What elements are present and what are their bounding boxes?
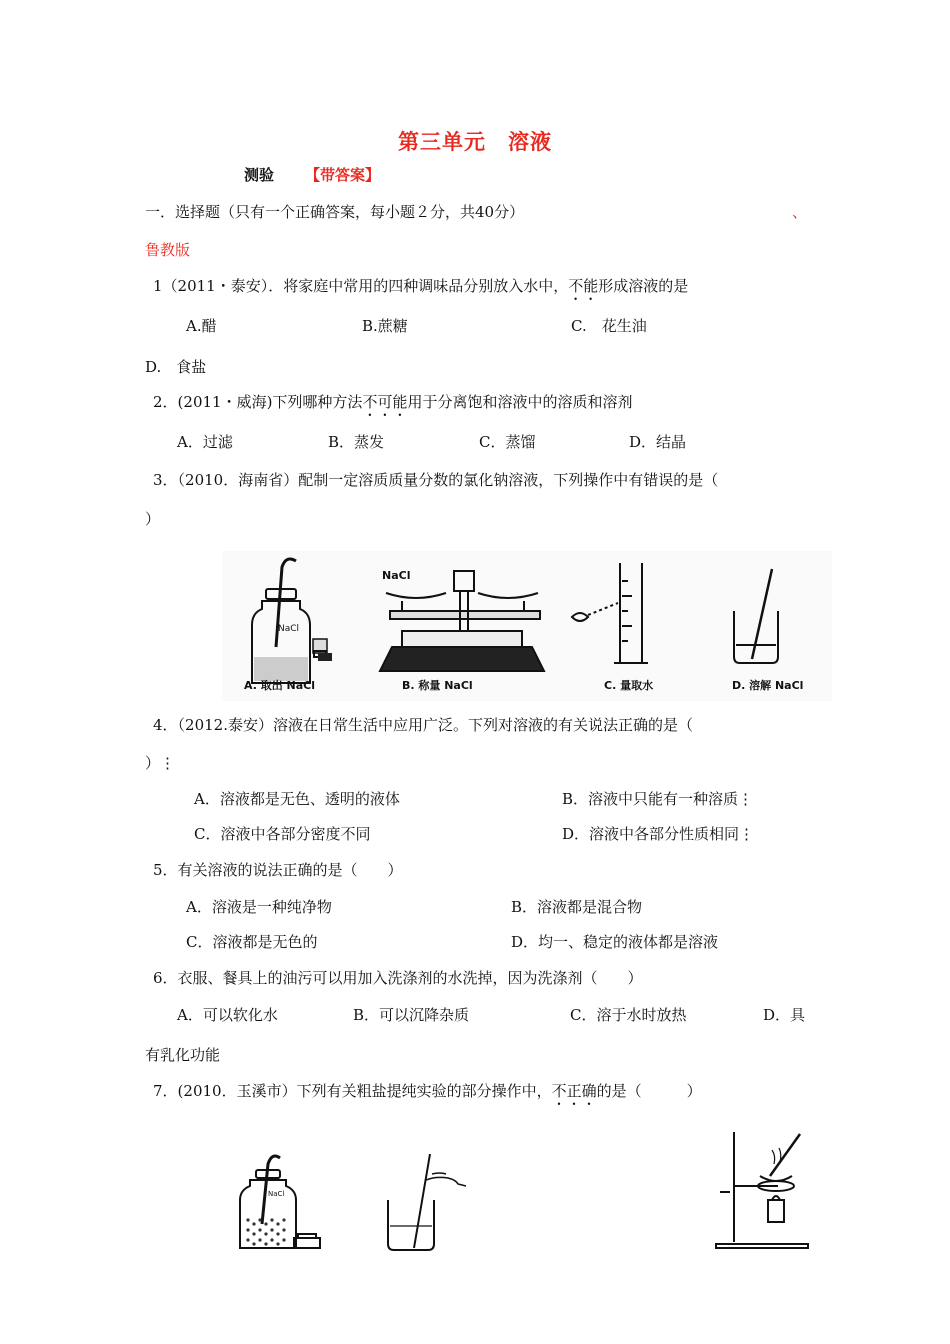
- question-7-stem-b: 的是（ ）: [596, 1082, 702, 1100]
- question-7-stem-a: 7．(2010．玉溪市）下列有关粗盐提纯实验的部分操作中，: [153, 1082, 552, 1100]
- question-1-stem-a: 1（2011・泰安）．将家庭中常用的四种调味品分别放入水中，: [153, 277, 569, 295]
- question-2-stem: [153, 391, 632, 420]
- question-3-stem-close: ）: [145, 510, 161, 528]
- page-title: 第三单元 溶液: [398, 129, 552, 154]
- q4-option-c: C．溶液中各部分密度不同: [194, 825, 371, 843]
- figure-caption-c: C. 量取水: [604, 679, 654, 692]
- q7-beaker-figure: [380, 1150, 470, 1254]
- q6-option-b: B．可以沉降杂质: [353, 1006, 470, 1024]
- salt-label: NaCl: [382, 569, 411, 582]
- q1-option-d: D. 食盐: [145, 358, 207, 376]
- question-7-stem: [153, 1080, 702, 1109]
- question-2-stem-a: 2．(2011・威海)下列哪种方法: [153, 393, 363, 411]
- question-1-stem: [153, 275, 688, 304]
- question-1-stem-b: 形成溶液的是: [598, 277, 689, 295]
- jar-label: NaCl: [278, 624, 300, 634]
- question-1-emphasis: 不能: [568, 277, 599, 295]
- question-4-stem: 4．（2012.泰安）溶液在日常生活中应用广泛。下列对溶液的有关说法正确的是（: [153, 716, 693, 734]
- edition-label: 鲁教版: [145, 241, 191, 259]
- q6-option-c: C．溶于水时放热: [570, 1006, 687, 1024]
- question-4-stem-close: ）⋮: [145, 754, 176, 772]
- q2-option-c: C．蒸馏: [479, 433, 536, 451]
- q6-option-a: A．可以软化水: [177, 1006, 278, 1024]
- q4-option-b: B．溶液中只能有一种溶质⋮: [562, 790, 754, 808]
- q2-option-b: B．蒸发: [328, 433, 385, 451]
- q7-evaporation-figure: [712, 1128, 812, 1252]
- question-7-emphasis: 不正确: [551, 1082, 597, 1100]
- q2-option-a: A．过滤: [177, 433, 233, 451]
- figure-caption-a: A. 取出 NaCl: [244, 679, 316, 692]
- q4-option-a: A．溶液都是无色、透明的液体: [194, 790, 400, 808]
- q5-option-c: C．溶液都是无色的: [186, 933, 318, 951]
- question-3-figure: [222, 551, 832, 701]
- section-heading: 一．选择题（只有一个正确答案，每小题２分，共40分）: [145, 203, 525, 221]
- q7-jar-figure: [238, 1150, 338, 1254]
- q2-option-d: D．结晶: [629, 433, 687, 451]
- q1-option-c: C. 花生油: [571, 317, 647, 335]
- q1-option-a: A.醋: [186, 317, 217, 335]
- subtitle-test: 测验: [244, 166, 275, 184]
- q5-option-a: A．溶液是一种纯净物: [186, 898, 332, 916]
- question-2-emphasis: 不可能: [362, 393, 408, 411]
- q6-option-d-continued: 有乳化功能: [145, 1046, 221, 1064]
- question-3-stem: 3．（2010．海南省）配制一定溶质质量分数的氯化钠溶液，下列操作中有错误的是（: [153, 471, 719, 489]
- answer-tag: 【带答案】: [305, 166, 381, 184]
- q4-option-d: D．溶液中各部分性质相同⋮: [562, 825, 755, 843]
- question-6-stem: 6．衣服、餐具上的油污可以用加入洗涤剂的水洗掉，因为洗涤剂（ ）: [153, 969, 643, 987]
- q6-option-d: D．具: [763, 1006, 806, 1024]
- q7-jar-label: NaCl: [268, 1190, 285, 1198]
- question-2-stem-b: 用于分离饱和溶液中的溶质和溶剂: [407, 393, 633, 411]
- question-5-stem: 5．有关溶液的说法正确的是（ ）: [153, 861, 403, 879]
- q5-option-d: D．均一、稳定的液体都是溶液: [511, 933, 719, 951]
- q1-option-b: B.蔗糖: [362, 317, 408, 335]
- figure-caption-b: B. 称量 NaCl: [402, 679, 473, 692]
- stray-mark: 、: [792, 203, 808, 221]
- q5-option-b: B．溶液都是混合物: [511, 898, 643, 916]
- figure-caption-d: D. 溶解 NaCl: [732, 679, 804, 692]
